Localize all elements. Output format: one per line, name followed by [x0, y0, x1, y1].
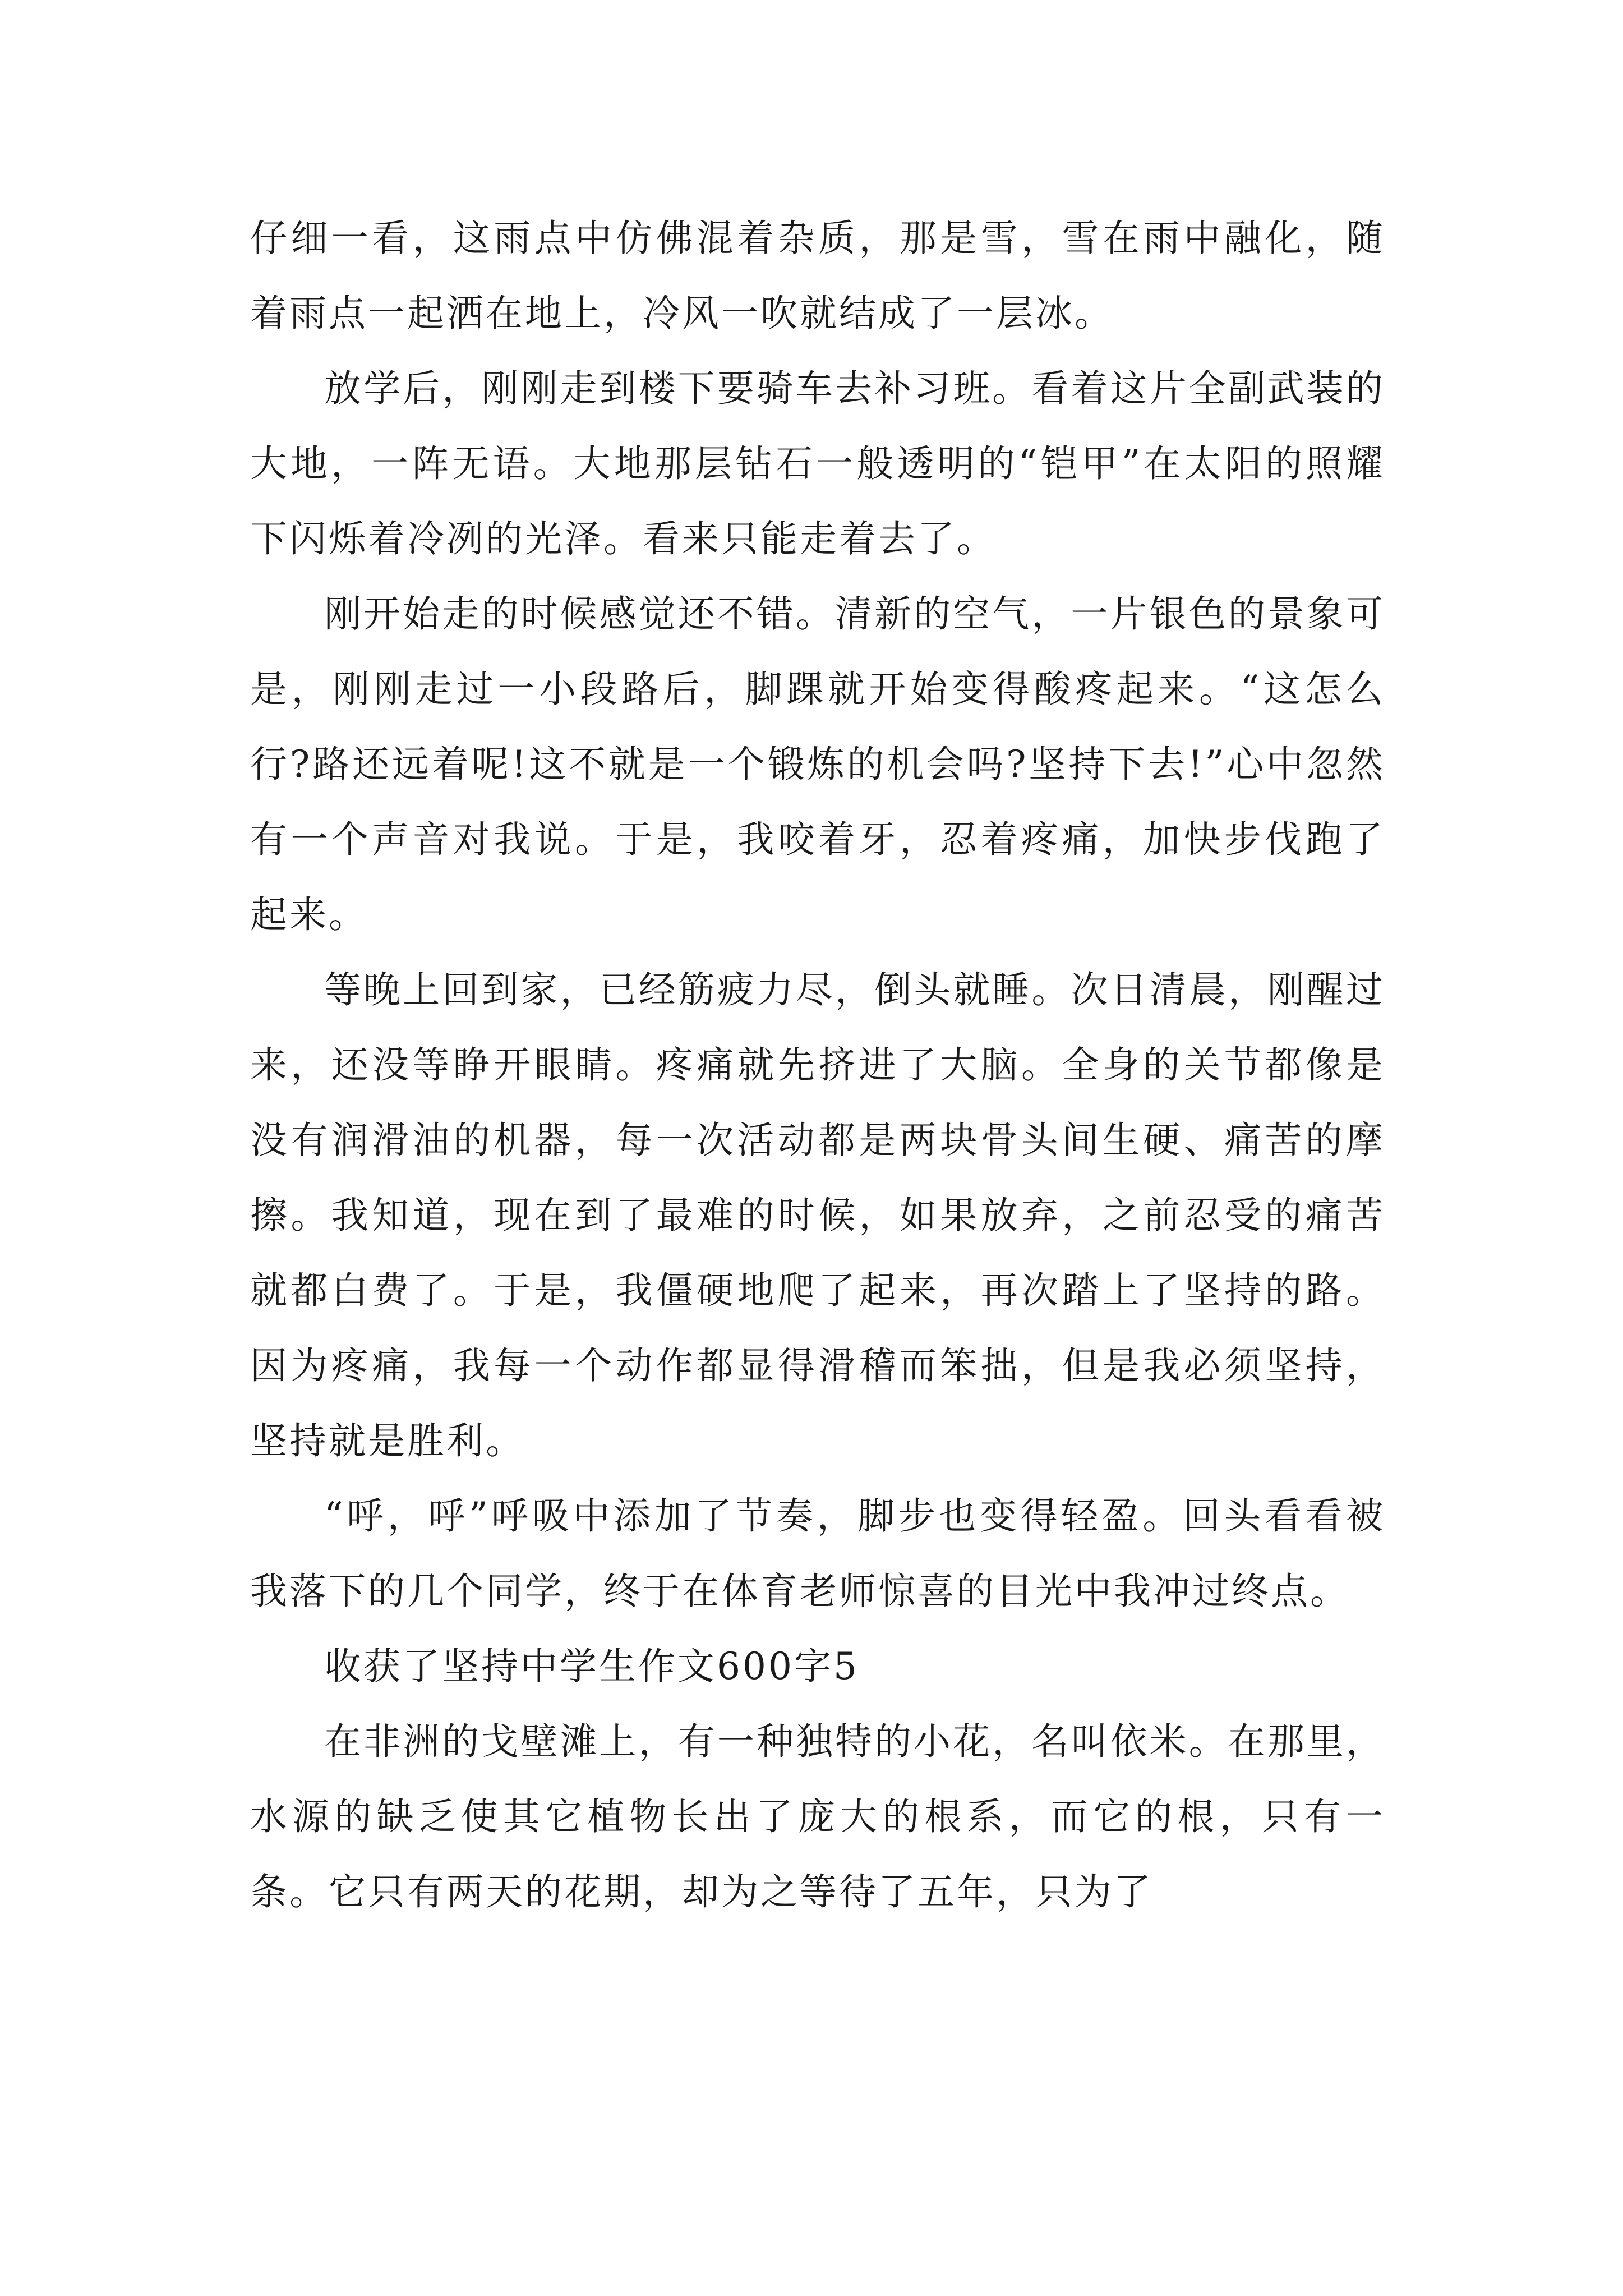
paragraph-1: 仔细一看，这雨点中仿佛混着杂质，那是雪，雪在雨中融化，随着雨点一起洒在地上，冷风一吹就结成了一层冰。	[250, 217, 1385, 335]
paragraph-6: 在非洲的戈壁滩上，有一种独特的小花，名叫依米。在那里，水源的缺乏使其它植物长出了庞大的根系，而它的根，只有一条。它只有两天的花期，却为之等待了五年，只为了	[250, 1720, 1385, 1913]
paragraph-2: 放学后，刚刚走到楼下要骑车去补习班。看着这片全副武装的大地，一阵无语。大地那层钻石一般透明的“铠甲”在太阳的照耀下闪烁着冷冽的光泽。看来只能走着去了。	[250, 367, 1385, 560]
paragraph-3: 刚开始走的时候感觉还不错。清新的空气，一片银色的景象可是，刚刚走过一小段路后，脚踝就开始变得酸疼起来。“这怎么行?路还远着呢!这不就是一个锻炼的机会吗?坚持下去!”心中忽然有一个声音对我说。于是，我咬着牙，忍着疼痛，加快步伐跑了起来。	[250, 592, 1385, 936]
section-heading: 收获了坚持中学生作文600字5	[324, 1645, 859, 1688]
document-body	[250, 201, 1385, 1930]
paragraph-5: “呼，呼”呼吸中添加了节奏，脚步也变得轻盈。回头看看被我落下的几个同学，终于在体育老师惊喜的目光中我冲过终点。	[250, 1494, 1385, 1613]
paragraph-4: 等晚上回到家，已经筋疲力尽，倒头就睡。次日清晨，刚醒过来，还没等睁开眼睛。疼痛就先挤进了大脑。全身的关节都像是没有润滑油的机器，每一次活动都是两块骨头间生硬、痛苦的摩擦。我知道，现在到了最难的时候，如果放弃，之前忍受的痛苦就都白费了。于是，我僵硬地爬了起来，再次踏上了坚持的路。因为疼痛，我每一个动作都显得滑稽而笨拙，但是我必须坚持，坚持就是胜利。	[250, 968, 1385, 1462]
